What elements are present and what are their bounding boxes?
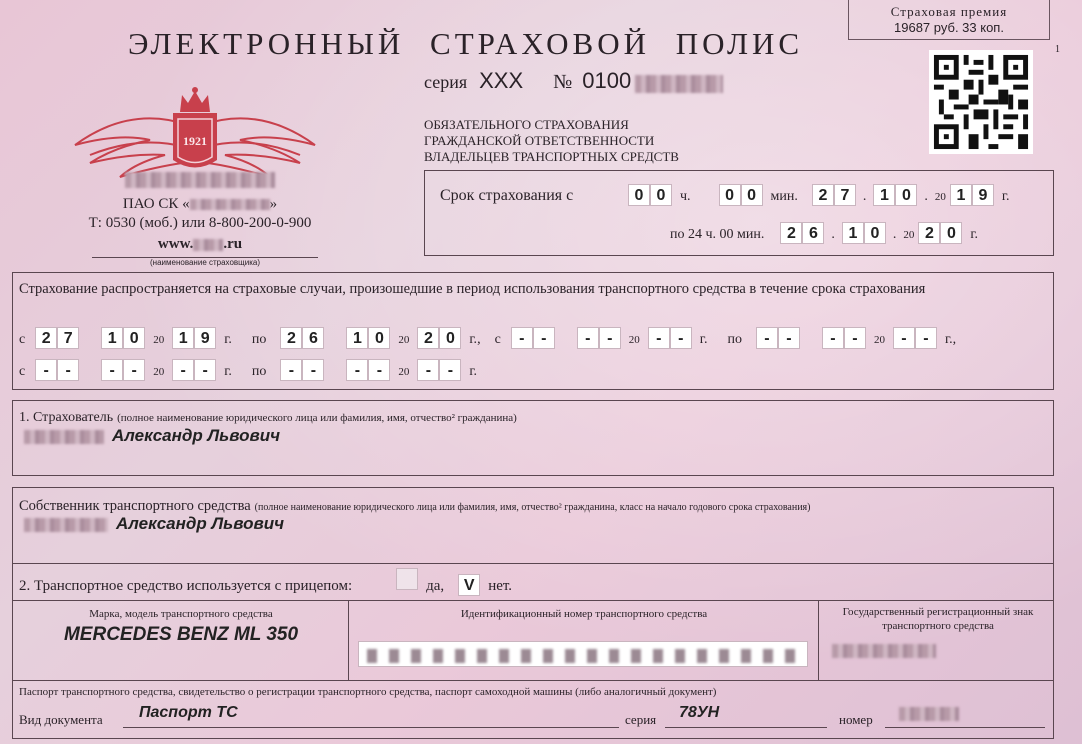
premium-value: 19687 руб. 33 коп. [894, 20, 1004, 35]
usage-digit: 7 [57, 327, 79, 349]
term-from-day-digit: 7 [834, 184, 856, 206]
usage-year-unit: г. [469, 332, 478, 347]
usage-digit: - [577, 327, 599, 349]
vehicle-vin-field [358, 641, 808, 667]
owner-hint: (полное наименование юридического лица или фамилия, имя, отчество² гражданина, класс на начало годового срока страхования) [254, 502, 811, 513]
usage-digit: - [172, 359, 194, 381]
vehicle-divider [12, 680, 1054, 681]
usage-digit: - [194, 359, 216, 381]
usage-year-prefix: 20 [153, 334, 165, 346]
trailer-yes-label: да, [426, 578, 445, 594]
usage-digit: - [893, 327, 915, 349]
usage-digit: - [511, 327, 533, 349]
usage-digit: - [302, 359, 324, 381]
insurer-phones: Т: 0530 (моб.) или 8-800-200-0-900 [88, 215, 312, 231]
policyholder-name-row [24, 426, 280, 446]
page-title: ЭЛЕКТРОННЫЙ СТРАХОВОЙ ПОЛИС [128, 26, 804, 61]
term-from-label: Срок страхования с [440, 187, 574, 204]
term-to-month-digit: 0 [864, 222, 886, 244]
term-minutes-unit: мин. [770, 189, 798, 204]
owner-heading [19, 497, 810, 515]
document-heading: Паспорт транспортного средства, свидетельство о регистрации транспортного средства, паспорт самоходной машины (либо аналогичный документ) [19, 686, 717, 698]
term-minute-digit: 0 [719, 184, 741, 206]
premium-box [848, 0, 1050, 40]
policyholder-heading [19, 408, 517, 426]
usage-digit: - [280, 359, 302, 381]
usage-year-prefix: 20 [398, 334, 410, 346]
document-number-label: номер [839, 712, 873, 727]
document-number-redacted [899, 707, 959, 721]
number-redacted [635, 75, 723, 93]
trailer-yes-checkbox [396, 568, 418, 590]
number-value: 0100 [582, 68, 632, 93]
usage-comma: , [477, 332, 481, 347]
usage-digit: - [35, 359, 57, 381]
usage-to-label: по [251, 332, 267, 347]
usage-digit: - [822, 327, 844, 349]
usage-digit: 2 [35, 327, 57, 349]
term-from-year-digit: 1 [950, 184, 972, 206]
usage-digit: - [756, 327, 778, 349]
usage-from-label: с [19, 364, 26, 379]
usage-digit: 6 [302, 327, 324, 349]
vehicle-col-divider [348, 600, 349, 680]
series-label: серия [424, 72, 468, 92]
vehicle-plate-redacted [832, 644, 936, 658]
insurer-company-redacted [190, 199, 270, 210]
trailer-row [19, 568, 512, 596]
document-series-label: серия [625, 712, 657, 727]
vehicle-model-value: MERCEDES BENZ ML 350 [63, 624, 299, 645]
usage-digit: - [57, 359, 79, 381]
usage-year-prefix: 20 [873, 334, 885, 346]
term-year-unit: г. [1001, 189, 1010, 204]
term-year-unit: г. [970, 227, 979, 242]
usage-digit: - [101, 359, 123, 381]
trailer-label: 2. Транспортное средство используется с прицепом: [19, 578, 353, 594]
usage-to-label: по [251, 364, 267, 379]
usage-digit: 2 [417, 327, 439, 349]
usage-digit: - [368, 359, 390, 381]
usage-digit: - [778, 327, 800, 349]
term-from-month-digit: 0 [895, 184, 917, 206]
owner-label: Собственник транспортного средства [19, 498, 251, 514]
usage-year-prefix: 20 [398, 366, 410, 378]
insurer-company-suffix: » [269, 196, 278, 212]
policyholder-surname-redacted [24, 430, 104, 444]
vehicle-model-label: Марка, модель транспортного средства [89, 608, 273, 620]
document-series-underline [665, 727, 827, 728]
owner-divider [12, 563, 1054, 564]
vehicle-col-divider [818, 600, 819, 680]
term-from-row [440, 184, 1010, 206]
document-type-label: Вид документа [19, 712, 103, 727]
insurance-type-line: ГРАЖДАНСКОЙ ОТВЕТСТВЕННОСТИ [424, 133, 655, 148]
usage-digit: - [915, 327, 937, 349]
term-to-label: по 24 ч. 00 мин. [670, 227, 765, 242]
qr-code [928, 50, 1034, 154]
insurer-info [40, 170, 360, 254]
insurer-company-prefix: ПАО СК « [122, 196, 190, 212]
usage-digit: 0 [123, 327, 145, 349]
usage-year-unit: г. [699, 332, 708, 347]
term-to-row [670, 222, 978, 244]
insurance-type-line: ОБЯЗАТЕЛЬНОГО СТРАХОВАНИЯ [424, 117, 629, 132]
usage-from-label: с [19, 332, 26, 347]
term-to-year-digit: 2 [918, 222, 940, 244]
usage-digit: 9 [194, 327, 216, 349]
usage-comma: , [952, 332, 957, 347]
usage-digit: - [844, 327, 866, 349]
insurance-type [424, 117, 679, 165]
term-hour-digit: 0 [650, 184, 672, 206]
usage-period-row-2 [19, 359, 477, 381]
usage-digit: - [123, 359, 145, 381]
vehicle-plate-value [832, 642, 936, 660]
insurer-site-prefix: www. [157, 236, 194, 252]
insurance-type-line: ВЛАДЕЛЬЦЕВ ТРАНСПОРТНЫХ СРЕДСТВ [424, 149, 679, 164]
insurer-name-redacted [125, 172, 275, 188]
document-number-underline [885, 727, 1045, 728]
vehicle-vin-label: Идентификационный номер транспортного средства [460, 608, 708, 620]
term-dot: . [831, 227, 835, 242]
vehicle-vin-redacted [367, 649, 797, 663]
usage-year-prefix: 20 [628, 334, 640, 346]
insurer-caption: (наименование страховщика) [150, 258, 260, 267]
usage-year-unit: г. [469, 364, 478, 379]
usage-digit: - [533, 327, 555, 349]
number-label: № [553, 71, 573, 93]
insurer-site-redacted [193, 239, 223, 251]
insurer-site-suffix: .ru [223, 236, 243, 252]
usage-digit: - [439, 359, 461, 381]
emblem-year: 1921 [183, 134, 207, 148]
usage-from-label: с [494, 332, 501, 347]
usage-digit: - [670, 327, 692, 349]
term-dot: . [892, 227, 897, 242]
usage-digit: - [417, 359, 439, 381]
trailer-no-label: нет. [488, 578, 513, 594]
term-to-day-digit: 2 [780, 222, 802, 244]
term-to-day-digit: 6 [802, 222, 824, 244]
term-dot: . [862, 189, 867, 204]
page-number: 1 [1055, 44, 1060, 55]
premium-label: Страховая премия [890, 4, 1008, 19]
term-from-day-digit: 2 [812, 184, 834, 206]
document-row [19, 704, 1049, 734]
document-series-value: 78УН [679, 704, 720, 721]
usage-digit: 0 [439, 327, 461, 349]
usage-period-row-1 [19, 327, 956, 349]
usage-heading: Страхование распространяется на страховые случаи, произошедшие в период использования транспортного средства в течение срока страхования [19, 281, 926, 297]
owner-name-row [24, 514, 284, 534]
term-hours-unit: ч. [680, 189, 691, 204]
policyholder-hint: (полное наименование юридического лица или фамилия, имя, отчество² гражданина) [117, 412, 517, 424]
owner-surname-redacted [24, 518, 108, 532]
usage-digit: 2 [280, 327, 302, 349]
usage-digit: - [346, 359, 368, 381]
owner-name: Александр Львович [116, 514, 285, 533]
usage-digit: 1 [346, 327, 368, 349]
document-type-value: Паспорт ТС [139, 704, 238, 721]
usage-year-unit: г. [944, 332, 953, 347]
term-to-year-digit: 0 [940, 222, 962, 244]
usage-year-prefix: 20 [153, 366, 165, 378]
term-minute-digit: 0 [741, 184, 763, 206]
policyholder-label: 1. Страхователь [19, 410, 114, 425]
usage-to-label: по [727, 332, 742, 347]
usage-year-unit: г. [224, 364, 232, 379]
usage-digit: - [599, 327, 621, 349]
usage-digit: - [648, 327, 670, 349]
vehicle-plate-label: Государственный регистрационный знак транспортного средства [842, 606, 1034, 632]
document-type-underline [123, 727, 619, 728]
term-to-month-digit: 1 [842, 222, 864, 244]
policy-series-number [424, 68, 723, 94]
term-from-year-digit: 9 [972, 184, 994, 206]
term-from-month-digit: 1 [873, 184, 895, 206]
usage-digit: 1 [172, 327, 194, 349]
usage-digit: 0 [368, 327, 390, 349]
term-hour-digit: 0 [628, 184, 650, 206]
usage-year-unit: г. [224, 332, 232, 347]
term-year-prefix: 20 [934, 191, 946, 203]
trailer-no-checkbox: V [458, 574, 480, 596]
usage-digit: 1 [101, 327, 123, 349]
term-year-prefix: 20 [903, 229, 915, 241]
trailer-divider [12, 600, 1054, 601]
term-dot: . [924, 189, 928, 204]
series-value: XXX [479, 68, 524, 93]
policyholder-name: Александр Львович [112, 426, 281, 445]
